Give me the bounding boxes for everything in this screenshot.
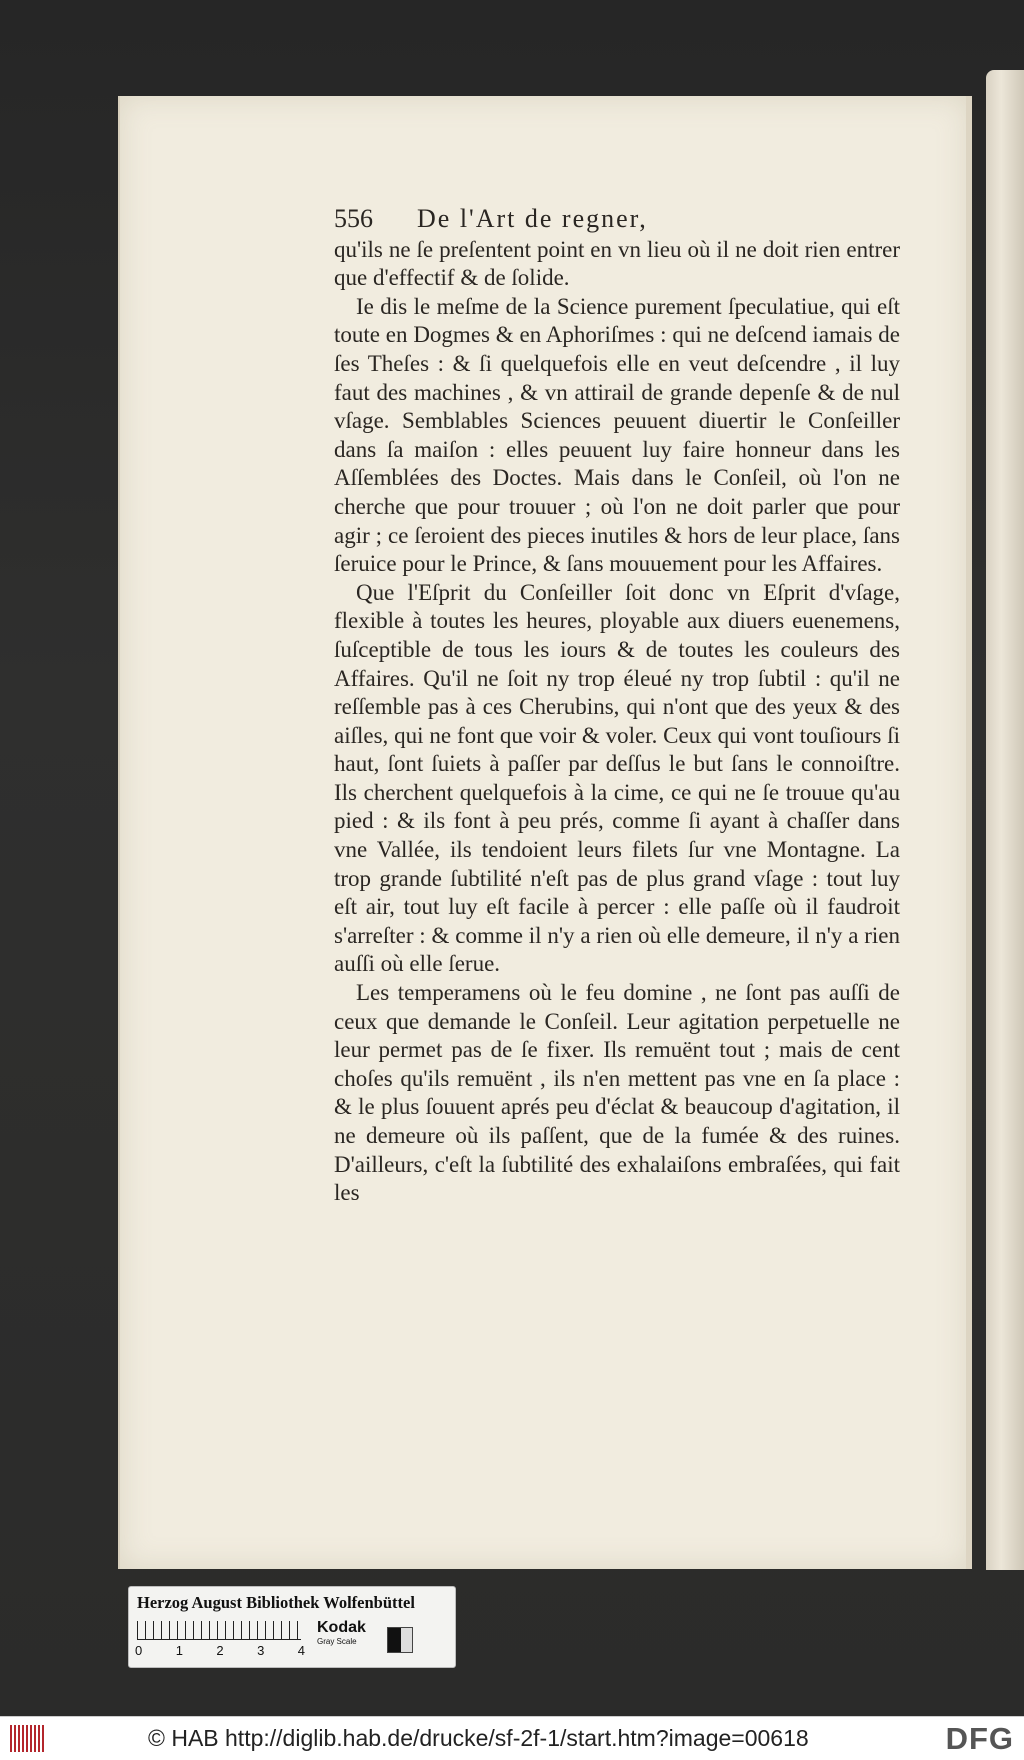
running-title: De l'Art de regner,: [417, 204, 648, 233]
paragraph: qu'ils ne ſe preſentent point en vn lieu où il ne doit rien entrer que d'effectif & de ſolide.: [334, 236, 900, 291]
gray-swatch: [387, 1627, 413, 1653]
kodak-brand: Kodak: [317, 1619, 366, 1636]
paragraph: Que l'Eſprit du Conſeiller ſoit donc vn Eſprit d'vſage, flexible à toutes les heures, ployable aux diuers euenemens, ſuſceptible de tous les iours & de toutes les couleurs des Affaires. Qu'il ne ſoit ny trop éleué ny trop ſubtil : qu'il ne reſſemble pas à ces Cherubins, qui n'ont que des yeux & des aiſles, qui ne font que voir & voler. Ceux qui vont touſiours ſi haut, ſont ſuiets à paſſer par deſſus le but ſans le connoiſtre. Ils cherchent quelquefois à la cime, ce qui ne ſe trouue qu'au pied : & ils font à peu prés, comme ſi ayant à chaſſer dans vne Vallée, ils tendoient leurs filets ſur vne Montagne. La trop grande ſubtilité n'eſt pas de plus grand vſage : tout luy eſt air, tout luy eſt facile à percer : elle paſſe où il faudroit s'arreſter : & comme il n'y a rien où elle demeure, il n'y a rien auſſi où elle ſerue.: [334, 579, 900, 977]
running-head: [334, 205, 900, 234]
copyright-link[interactable]: © HAB http://diglib.hab.de/drucke/sf-2f-1/start.htm?image=00618: [148, 1725, 809, 1751]
scale-number: 0: [135, 1643, 143, 1658]
footer-bar: [0, 1716, 1024, 1760]
scale-ruler: [137, 1621, 301, 1640]
scale-number: 4: [297, 1643, 305, 1658]
dfg-logo: DFG: [945, 1721, 1014, 1756]
page-edge: [966, 96, 972, 1569]
paragraph: Ie dis le meſme de la Science purement ſpeculatiue, qui eſt toute en Dogmes & en Aphoriſmes : qui ne deſcend iamais de ſes Theſes : & ſi quelquefois elle en veut deſcendre , il luy faut des machines , & vn attirail de grande depenſe & de nul vſage. Semblables Sciences peuuent diuertir le Conſeiller dans ſa maiſon : elles peuuent luy faire honneur dans les Aſſemblées des Doctes. Mais dans le Conſeil, où l'on ne cherche que pour trouuer ; où l'on ne doit parler que pour agir ; ce ſeroient des pieces inutiles & hors de leur place, ſans ſeruice pour le Prince, & ſans mouuement pour les Affaires.: [334, 293, 900, 577]
page-number: 556: [334, 204, 373, 233]
paragraph: Les temperamens où le feu domine , ne ſont pas auſſi de ceux que demande le Conſeil. Leur agitation perpetuelle ne leur permet pas de ſe fixer. Ils remuënt tout ; mais de cent choſes qu'ils remuënt , ils n'en mettent pas vne en ſa place : & le plus ſouuent aprés peu d'éclat & beaucoup d'agitation, il ne demeure où ils paſſent, que de la fumée & des ruines. D'ailleurs, c'eſt la ſubtilité des exhalaiſons embraſées, qui fait les: [334, 980, 900, 1206]
scale-number: 3: [257, 1643, 265, 1658]
scale-numbers: [135, 1643, 305, 1658]
gray-scale-label: Gray Scale: [317, 1637, 357, 1646]
scale-number: 1: [175, 1643, 183, 1658]
color-target-card: [128, 1586, 456, 1668]
hab-logo-icon: [10, 1725, 46, 1752]
scale-number: 2: [216, 1643, 224, 1658]
adjacent-page-edge: [986, 70, 1024, 1570]
kodak-label: [317, 1619, 366, 1646]
page-text: [334, 205, 900, 1208]
library-label: Herzog August Bibliothek Wolfenbüttel: [137, 1593, 415, 1612]
